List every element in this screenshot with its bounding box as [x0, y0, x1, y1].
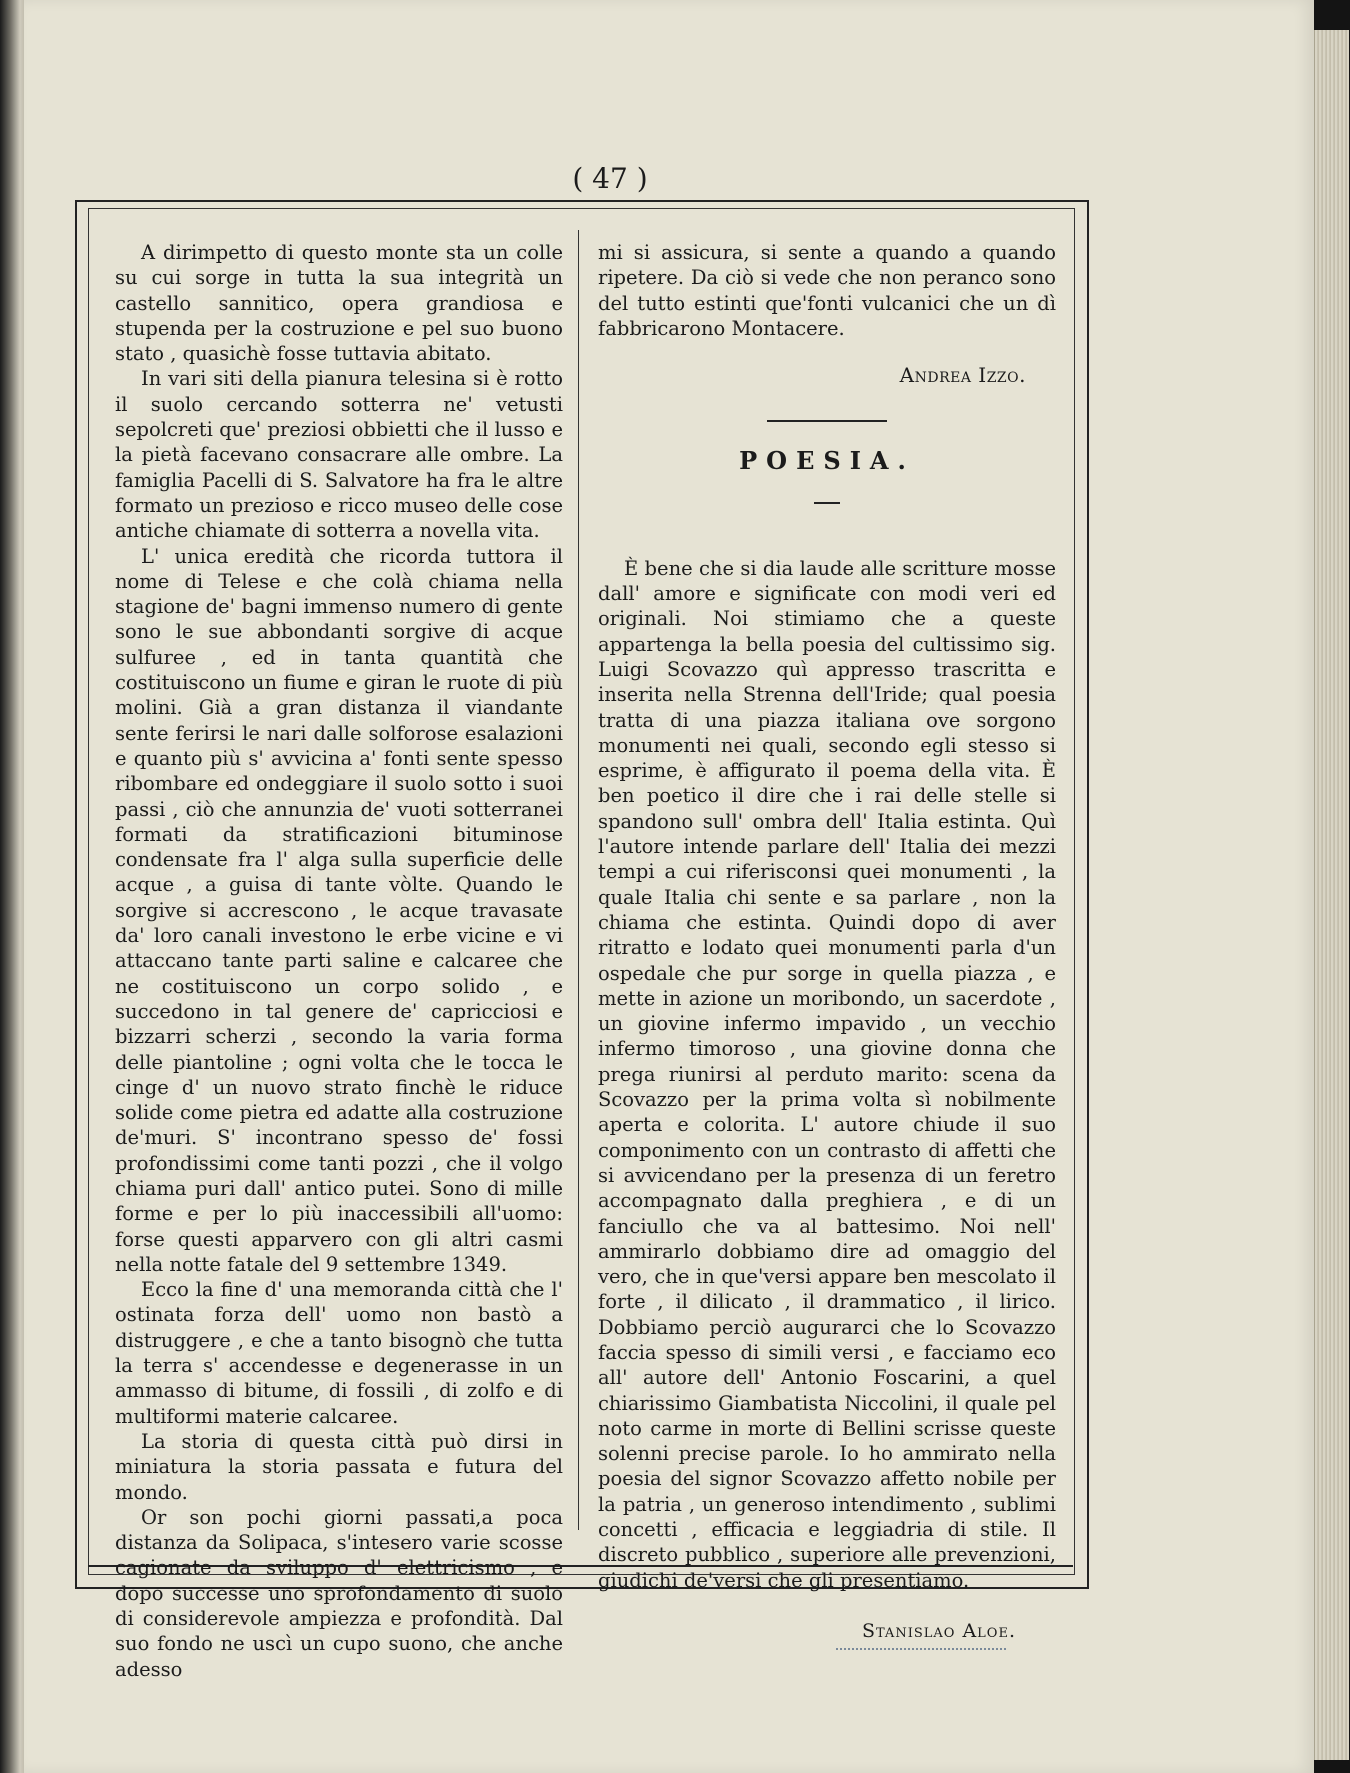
book-spine — [0, 0, 26, 1773]
paragraph: La storia di questa città può dirsi in miniatura la storia passata e futura del mondo. — [115, 1429, 563, 1504]
column-divider — [578, 230, 579, 1530]
author-signature: Stanislao Aloe. — [861, 1619, 1016, 1642]
paragraph: Ecco la fine d' una memoranda città che l' ostinata forza dell' uomo non bastò a distruggere , e che a tanto bisognò che tutta la terra s' accendesse e degenerasse in un ammasso di bitume, di fossili , di zolfo e di multiformi materie calcaree. — [115, 1278, 563, 1428]
page-edges — [1314, 30, 1349, 1760]
paragraph: È bene che si dia laude alle scritture mosse dall' amore e significate con modi veri ed originali. Noi stimiamo che a queste appartenga la bella poesia del cultissimo sig. Luigi Scovazzo quì appresso trascritta e inserita nella Strenna dell'Iride; qual poesia tratta di una piazza italiana ove sorgono monumenti nei quali, secondo egli stesso si esprime, è affigurato il poema della vita. È ben poetico il dire che i rai delle stelle si spandono sull' ombra dell' Italia estinta. Quì l'autore intende parlare dell' Italia dei mezzi tempi a cui riferisconsi quei monumenti , la quale Italia chi sente e sa parlare , non la chiama che estinta. Quindi dopo di aver ritratto e lodato quei monumenti parla d'un ospedale che pur sorge in quella piazza , e mette in azione un moribondo, un sacerdote , un giovine infermo impavido , un vecchio infermo timoroso , una giovine donna che prega riunirsi al perduto marito: scena da Scovazzo per la prima volta sì nobilmente aperta e colorita. L' autore chiude il suo componimento con un contrasto di affetti che si avvicendano per la presenza di un feretro accompagnato dalla preghiera , e di un fanciullo che va al battesimo. Noi nell' ammirarlo dobbiamo dire ad omaggio del vero, che in que'versi appare ben mescolato il forte , il dilicato , il drammatico , il lirico. Dobbiamo perciò augurarci che lo Scovazzo faccia spesso di simili versi , e facciamo eco all' autore dell' Antonio Foscarini, a quel chiarissimo Giambatista Niccolini, il quale pel noto carme in morte di Bellini scrisse queste solenni precise parole. Io ho ammirato nella poesia del signor Scovazzo affetto nobile per la patria , un generoso intendimento , sublimi concetti , efficacia e leggiadria di stile. Il discreto pubblico , superiore alle prevenzioni, giudichi de'versi che gli presentiamo. — [598, 556, 1056, 1592]
left-column — [115, 240, 563, 1682]
signature-flourish — [836, 1648, 1006, 1654]
title-dash — [814, 502, 840, 504]
author-signature: Andrea Izzo. — [899, 363, 1026, 388]
page-number: ( 47 ) — [572, 162, 648, 195]
section-title: POESIA. — [739, 446, 915, 476]
right-column — [598, 240, 1056, 1654]
paragraph: Or son pochi giorni passati,a poca distanza da Solipaca, s'intesero varie scosse cagionate da sviluppo d' elettricismo , e dopo successe uno sprofondamento di suolo di considerevole ampiezza e profondità. Dal suo fondo ne uscì un cupo suono, che anche adesso — [115, 1505, 563, 1681]
separator-rule — [767, 420, 887, 422]
paragraph: L' unica eredità che ricorda tuttora il nome di Telese e che colà chiama nella stagione de' bagni immenso numero di gente sono le sue abbondanti sorgive di acque sulfuree , ed in tanta quantità che costituiscono un fiume e giran le ruote di più molini. Già a gran distanza il viandante sente ferirsi le nari dalle solforose esalazioni e quanto più s' avvicina a' fonti sente spesso ribombare ed ondeggiare il suolo sotto i suoi passi , ciò che annunzia de' vuoti sotterranei formati da stratificazioni bituminose condensate fra l' alga sulla superficie delle acque , a guisa di tante vòlte. Quando le sorgive si accrescono , le acque travasate da' loro canali investono le erbe vicine e vi attaccano tante parti saline e calcaree che ne costituiscono un corpo solido , e succedono in tal genere de' capricciosi e bizzarri scherzi , secondo la varia forma delle piantoline ; ogni volta che le tocca le cinge d' un nuovo strato finchè le riduce solide come pietra ed adatte alla costruzione de'muri. S' incontrano spesso de' fossi profondissimi come tanti pozzi , che il volgo chiama puri dall' antico putei. Sono di mille forme e per lo più inaccessibili all'uomo: forse questi apparvero con gli altri casmi nella notte fatale del 9 settembre 1349. — [115, 544, 563, 1276]
continuation-paragraph: mi si assicura, si sente a quando a quando ripetere. Da ciò si vede che non peranco sono del tutto estinti que'fonti vulcanici che un dì fabbricarono Montacere. — [598, 241, 1056, 340]
paragraph: A dirimpetto di questo monte sta un colle su cui sorge in tutta la sua integrità un castello sannitico, opera grandiosa e stupenda per la costruzione e pel suo buono stato , quasichè fosse tuttavia abitato. — [115, 241, 563, 366]
paragraph: In vari siti della pianura telesina si è rotto il suolo cercando sotterra ne' vetusti sepolcreti que' preziosi obbietti che il lusso e la pietà facevano consacrare alle ombre. La famiglia Pacelli di S. Salvatore ha fra le altre formato un prezioso e ricco museo delle cose antiche chiamate di sotterra a novella vita. — [115, 367, 563, 543]
